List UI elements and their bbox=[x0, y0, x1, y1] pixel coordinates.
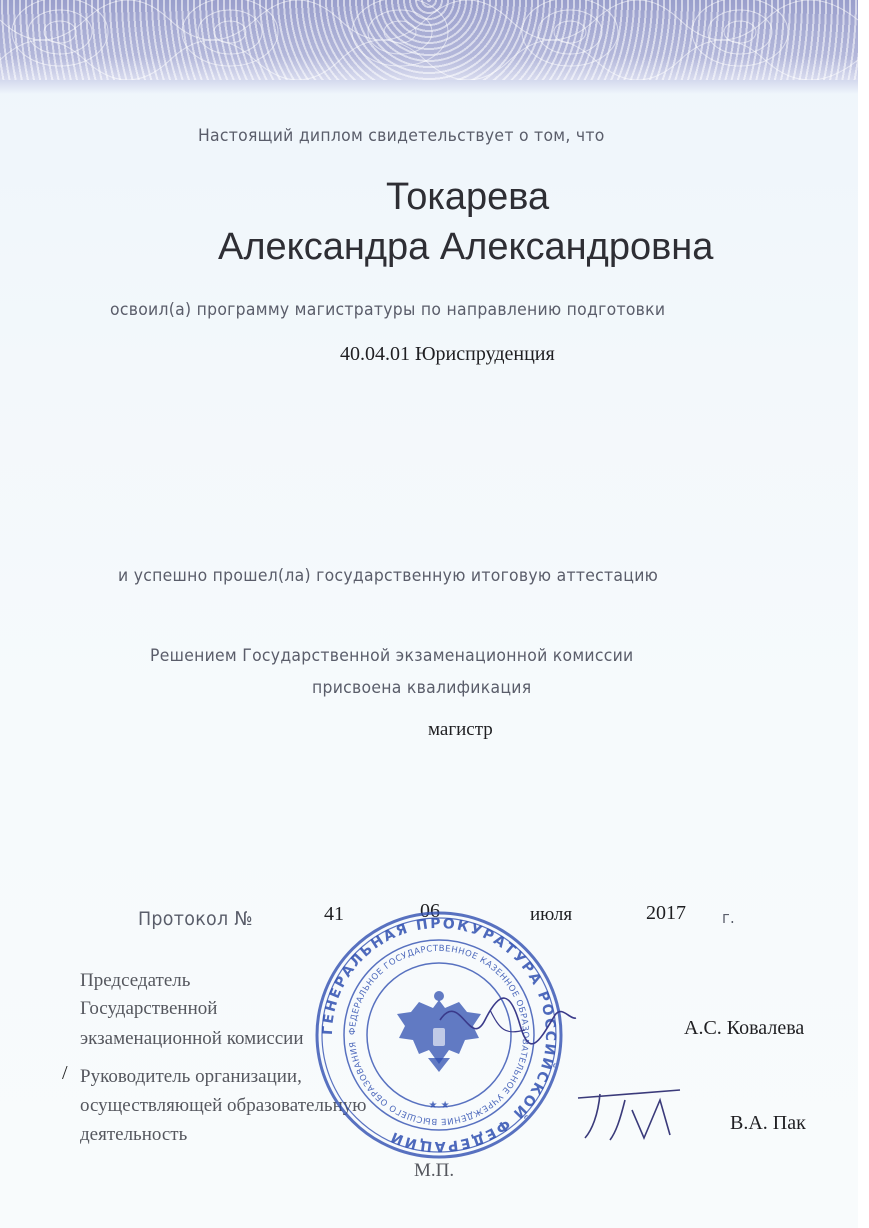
head-signature bbox=[570, 1080, 700, 1150]
protocol-year: 2017 bbox=[646, 902, 686, 924]
page-edge bbox=[858, 0, 869, 1228]
chair-title-line2: Государственной bbox=[80, 998, 218, 1019]
head-name: В.А. Пак bbox=[730, 1112, 806, 1134]
qualification-assigned-text: присвоена квалификация bbox=[312, 678, 532, 698]
chair-title-line1: Председатель bbox=[80, 970, 191, 991]
seal-place-label: М.П. bbox=[414, 1160, 455, 1181]
given-names: Александра Александровна bbox=[218, 226, 714, 268]
head-title-line2: осуществляющей образовательную bbox=[80, 1095, 367, 1116]
protocol-day: 06 bbox=[420, 900, 440, 922]
margin-mark: / bbox=[62, 1062, 68, 1084]
decision-text: Решением Государственной экзаменационной комиссии bbox=[150, 646, 634, 666]
protocol-month: июля bbox=[530, 904, 573, 925]
chair-signature bbox=[430, 980, 580, 1060]
year-suffix: г. bbox=[722, 908, 735, 927]
protocol-number: 41 bbox=[324, 903, 344, 925]
guilloche-ornament-band bbox=[0, 0, 858, 80]
qualification: магистр bbox=[428, 719, 493, 740]
seal-outer-text: ГЕНЕРАЛЬНАЯ ПРОКУРАТУРА РОССИЙСКОЙ ФЕДЕРАЦИИ bbox=[319, 915, 559, 1155]
chair-name: А.С. Ковалева bbox=[684, 1017, 805, 1039]
svg-text:★ ★: ★ ★ bbox=[428, 1100, 450, 1111]
head-title-line1: Руководитель организации, bbox=[80, 1066, 302, 1087]
head-title-line3: деятельность bbox=[80, 1124, 188, 1145]
attestation-text: и успешно прошел(ла) государственную итоговую аттестацию bbox=[118, 566, 659, 586]
program-text: освоил(а) программу магистратуры по направлению подготовки bbox=[110, 300, 666, 320]
surname: Токарева bbox=[386, 176, 550, 218]
seal-inner-text: ФЕДЕРАЛЬНОЕ ГОСУДАРСТВЕННОЕ КАЗЕННОЕ ОБРАЗОВАТЕЛЬНОЕ УЧРЕЖДЕНИЕ ВЫСШЕГО ОБРАЗОВАНИЯ bbox=[347, 943, 531, 1127]
protocol-label: Протокол № bbox=[138, 908, 253, 930]
specialty: 40.04.01 Юриспруденция bbox=[340, 343, 555, 365]
chair-title-line3: экзаменационной комиссии bbox=[80, 1028, 304, 1049]
intro-text: Настоящий диплом свидетельствует о том, что bbox=[198, 126, 605, 146]
band-fade bbox=[0, 80, 858, 94]
